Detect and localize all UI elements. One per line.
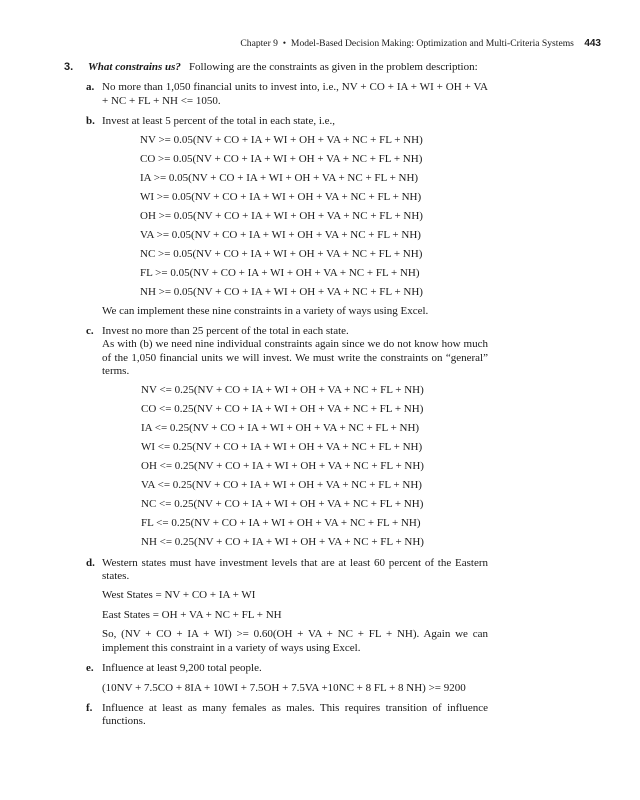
section-question: What constrains us? [88, 61, 181, 73]
equation: (10NV + 7.5CO + 8IA + 10WI + 7.5OH + 7.5VA +10NC + 8 FL + 8 NH) >= 9200 [102, 681, 466, 694]
equation: CO >= 0.05(NV + CO + IA + WI + OH + VA + NC + FL + NH) [140, 152, 423, 165]
header-title: Model-Based Decision Making: Optimization and Multi-Criteria Systems [290, 38, 574, 49]
constraint-a [64, 81, 488, 108]
equation: NV >= 0.05(NV + CO + IA + WI + OH + VA + NC + FL + NH) [140, 133, 423, 146]
equation: FL <= 0.25(NV + CO + IA + WI + OH + VA + NC + FL + NH) [141, 516, 421, 529]
constraint-b-label: b. [86, 115, 95, 128]
east-states-definition: East States = OH + VA + NC + FL + NH [102, 608, 282, 621]
section-number: 3. [64, 61, 74, 73]
constraint-a-label: a. [86, 81, 95, 94]
equation: VA >= 0.05(NV + CO + IA + WI + OH + VA + NC + FL + NH) [140, 228, 421, 241]
constraint-d-label: d. [86, 556, 95, 569]
constraint-c-text2: As with (b) we need nine individual constraints again since we do not know how much of the 1,050 financial units we will invest. We must write the constraints on “general” terms. [102, 338, 488, 378]
section-intro: Following are the constraints as given in the problem description: [188, 61, 478, 73]
constraint-f-text: Influence at least as many females as males. This requires transition of influence functions. [102, 701, 488, 728]
constraint-e [64, 662, 488, 695]
constraint-b [64, 115, 488, 318]
constraint-f [64, 702, 488, 729]
equation: OH <= 0.25(NV + CO + IA + WI + OH + VA + NC + FL + NH) [141, 459, 424, 472]
constraint-d-so: So, (NV + CO + IA + WI) >= 0.60(OH + VA + NC + FL + NH). Again we can implement this constraint in a variety of ways using Excel. [102, 628, 488, 654]
constraint-b-text: Invest at least 5 percent of the total in each state, i.e., [102, 115, 336, 128]
equation: NH <= 0.25(NV + CO + IA + WI + OH + VA + NC + FL + NH) [141, 535, 424, 548]
equation: VA <= 0.25(NV + CO + IA + WI + OH + VA + NC + FL + NH) [141, 478, 422, 491]
equation: WI <= 0.25(NV + CO + IA + WI + OH + VA + NC + FL + NH) [141, 440, 423, 453]
equation: NC >= 0.05(NV + CO + IA + WI + OH + VA + NC + FL + NH) [140, 247, 423, 260]
constraint-d-text: Western states must have investment levels that are at least 60 percent of the Eastern states. [102, 556, 488, 583]
header-bullet: • [282, 38, 287, 49]
constraint-a-text: No more than 1,050 financial units to invest into, i.e., NV + CO + IA + WI + OH + VA + NC + FL + NH <= 1050. [102, 81, 488, 107]
equation: IA >= 0.05(NV + CO + IA + WI + OH + VA + NC + FL + NH) [140, 171, 419, 184]
constraint-d [64, 557, 488, 655]
constraint-f-label: f. [86, 701, 93, 714]
section-3 [64, 61, 488, 74]
page-number: 443 [584, 38, 601, 49]
constraint-e-text: Influence at least 9,200 total people. [102, 662, 262, 675]
equation: CO <= 0.25(NV + CO + IA + WI + OH + VA + NC + FL + NH) [141, 402, 424, 415]
header-chapter: Chapter 9 [240, 38, 278, 49]
constraint-c-text: Invest no more than 25 percent of the total in each state. [102, 325, 349, 338]
constraint-c-label: c. [86, 325, 94, 338]
equation: NH >= 0.05(NV + CO + IA + WI + OH + VA + NC + FL + NH) [140, 285, 423, 298]
equation: FL >= 0.05(NV + CO + IA + WI + OH + VA + NC + FL + NH) [140, 266, 420, 279]
equation: WI >= 0.05(NV + CO + IA + WI + OH + VA + NC + FL + NH) [140, 190, 422, 203]
constraint-b-note: We can implement these nine constraints in a variety of ways using Excel. [102, 304, 429, 317]
equation: NC <= 0.25(NV + CO + IA + WI + OH + VA + NC + FL + NH) [141, 497, 424, 510]
constraint-e-label: e. [86, 662, 94, 675]
equation: OH >= 0.05(NV + CO + IA + WI + OH + VA + NC + FL + NH) [140, 209, 423, 222]
equation: IA <= 0.25(NV + CO + IA + WI + OH + VA + NC + FL + NH) [141, 421, 420, 434]
west-states-definition: West States = NV + CO + IA + WI [102, 589, 256, 602]
page-content [64, 61, 488, 729]
equation: NV <= 0.25(NV + CO + IA + WI + OH + VA + NC + FL + NH) [141, 383, 424, 396]
constraint-c [64, 325, 488, 550]
